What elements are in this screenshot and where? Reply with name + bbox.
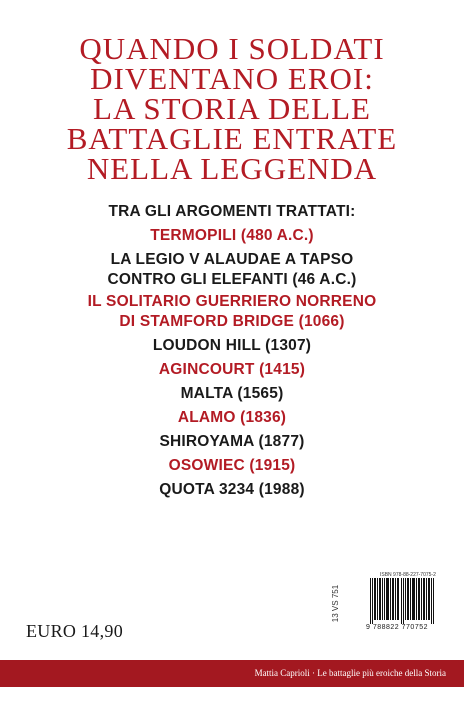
headline-line: NELLA LEGGENDA [86,151,378,186]
footer-text: Mattia Caprioli · Le battaglie più eroiche della Storia [254,668,446,678]
topic-item: OSOWIEC (1915) [168,457,296,474]
headline-line: QUANDO I SOLDATI [79,31,385,66]
topic-item: QUOTA 3234 (1988) [159,481,305,498]
topic-item-line: CONTRO GLI ELEFANTI (46 A.C.) [107,271,357,288]
topic-item: LOUDON HILL (1307) [152,337,312,354]
footer-bar [0,660,464,687]
headline [0,31,464,186]
topic-item-line: DI STAMFORD BRIDGE (1066) [119,313,345,330]
isbn-label: ISBN 978-88-227-7075-2 [380,572,436,578]
topic-item [0,250,464,290]
topic-item-line: LA LEGIO V ALAUDAE A TAPSO [110,251,354,268]
barcode-number: 9 788822 770752 [366,624,428,631]
catalog-code-text: 13 VS 751 [331,584,341,623]
topic-item: ALAMO (1836) [177,409,287,426]
topic-item: MALTA (1565) [180,385,284,402]
barcode-bars [370,578,436,624]
barcode [362,572,440,638]
price-label: EURO 14,90 [26,621,123,641]
headline-line: BATTAGLIE ENTRATE [66,121,398,156]
topic-item: TERMOPILI (480 A.C.) [150,227,314,244]
headline-line: LA STORIA DELLE [93,91,371,126]
topic-item: AGINCOURT (1415) [158,361,306,378]
catalog-code [331,575,349,635]
topics-intro: TRA GLI ARGOMENTI TRATTATI: [108,203,356,220]
headline-line: DIVENTANO EROI: [90,61,374,96]
topics-list [0,200,464,502]
topic-item-line: IL SOLITARIO GUERRIERO NORRENO [87,293,377,310]
topic-item [0,292,464,332]
topic-item: SHIROYAMA (1877) [159,433,305,450]
